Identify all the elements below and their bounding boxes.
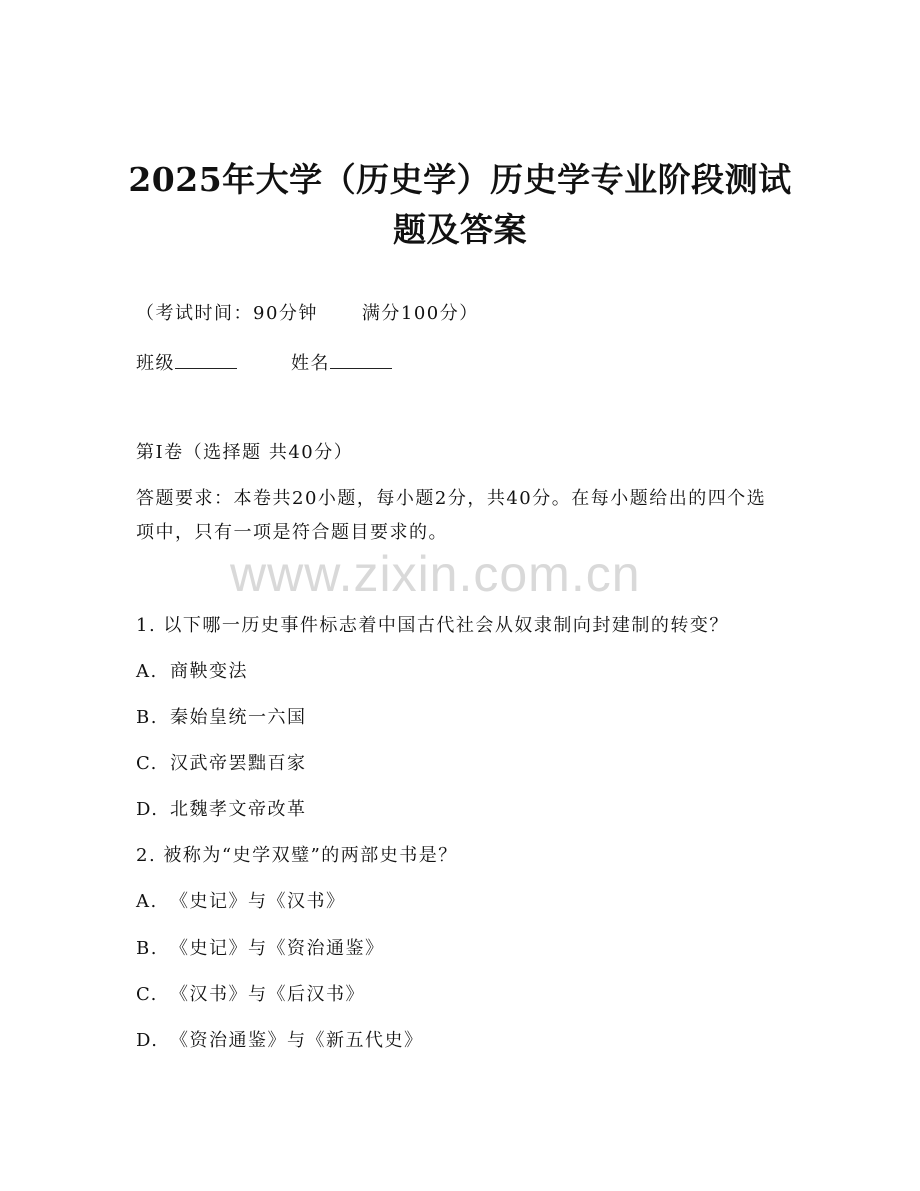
question-1-option-d: [136, 797, 307, 823]
option-letter: A.: [136, 891, 158, 912]
section-title: 第I卷（选择题 共40分）: [136, 442, 354, 463]
class-label: 班级: [136, 353, 175, 374]
exam-info: [136, 301, 479, 327]
option-letter: D.: [136, 799, 159, 820]
option-text: 商鞅变法: [170, 661, 248, 682]
question-2-option-a: [136, 889, 346, 915]
name-label: 姓名: [291, 353, 330, 374]
option-text: 秦始皇统一六国: [170, 707, 307, 728]
name-blank: [330, 350, 392, 369]
option-letter: B.: [136, 707, 158, 728]
option-letter: B.: [136, 938, 158, 959]
question-2-option-d: [136, 1028, 424, 1054]
option-text: 《汉书》与《后汉书》: [170, 984, 365, 1005]
option-letter: A.: [136, 661, 158, 682]
instructions: 答题要求：本卷共20小题，每小题2分，共40分。在每小题给出的四个选项中，只有一项是符合题目要求的。: [136, 488, 767, 543]
question-1-option-c: [136, 751, 307, 777]
question-1-option-b: [136, 705, 307, 731]
option-letter: D.: [136, 1030, 159, 1051]
document-title-line-1: 2025年大学（历史学）历史学专业阶段测试: [128, 160, 792, 199]
student-info: [136, 350, 392, 377]
document-title-line-2: 题及答案: [393, 210, 527, 249]
class-blank: [175, 350, 237, 369]
option-letter: C.: [136, 753, 158, 774]
option-text: 《资治通鉴》与《新五代史》: [170, 1030, 424, 1051]
full-score: 满分100分）: [361, 303, 479, 324]
question-stem-2: 2. 被称为“史学双璧”的两部史书是？: [136, 845, 458, 866]
question-2-option-c: [136, 982, 365, 1008]
option-text: 《史记》与《资治通鉴》: [170, 938, 385, 959]
option-text: 汉武帝罢黜百家: [170, 753, 307, 774]
option-text: 《史记》与《汉书》: [170, 891, 346, 912]
question-1-option-a: [136, 659, 248, 685]
exam-time: （考试时间：90分钟: [136, 303, 318, 324]
question-2-option-b: [136, 936, 385, 962]
option-text: 北魏孝文帝改革: [170, 799, 307, 820]
watermark: www.zixin.com.cn: [230, 546, 641, 602]
option-letter: C.: [136, 984, 158, 1005]
question-stem-1: 1. 以下哪一历史事件标志着中国古代社会从奴隶制向封建制的转变？: [136, 615, 729, 636]
